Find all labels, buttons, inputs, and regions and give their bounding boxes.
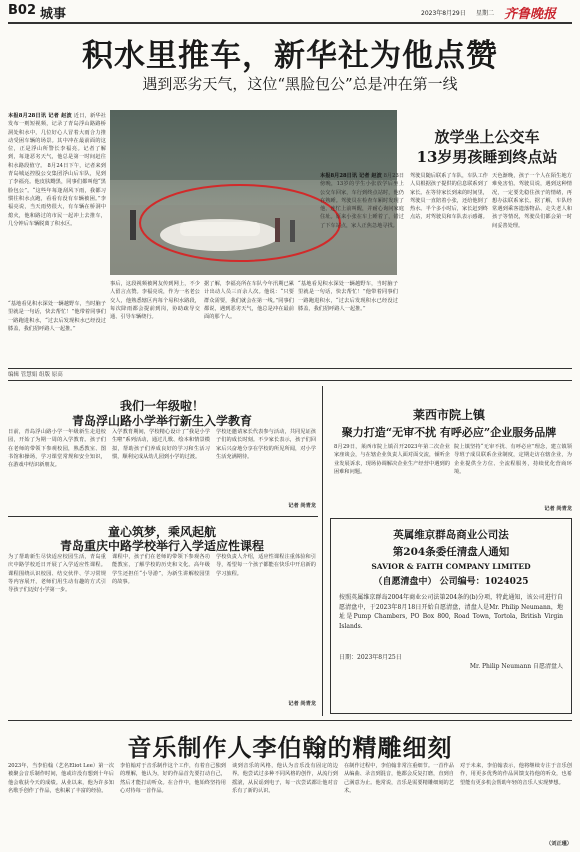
music-rule — [8, 720, 572, 721]
teacher-column-2: 入学教育期间，学校精心设计了“我是小学生啦”系列活动，通过儿歌、绘本和情景模拟，帮助孩子们养成良好的学习和生活习惯，顺利完成从幼儿园到小学的过渡。 — [112, 429, 210, 460]
scene-title-2: 青岛重庆中路学校举行入学适应性课程 — [59, 539, 264, 553]
scene-credit: 记者 尚青龙 — [288, 701, 316, 707]
header-weekday: 星期二 — [476, 10, 495, 17]
notice-subtitle: 第204条委任清盘人通知 — [392, 546, 510, 558]
teacher-credit: 记者 尚青龙 — [288, 503, 316, 509]
notice-body: 按照英属维京群岛2004年商业公司法第204条的(b)分项，特此通知，该公司进行自愿清盘中，于2023年8月18日开始自愿清盘，清盘人是Mr. Philip Neumann，地址是Pump Chambers, PO Box 800, Road Town, Tortola, British Virgin Islands. — [339, 594, 563, 630]
section-name: 城事 — [40, 7, 67, 22]
lead-byline: 本报8月28日讯 记者 赵波 — [8, 113, 72, 119]
editor-line: 编辑 管慧娟 组版 原高 — [8, 372, 63, 378]
music-title: 音乐制作人李伯翰的精雕细刻 — [127, 733, 453, 762]
mid-vrule — [322, 386, 323, 716]
notice-company-en: SAVIOR & FAITH COMPANY LIMITED — [371, 562, 531, 571]
sleep-title-1: 放学坐上公交车 — [434, 128, 540, 146]
brand-logo: 齐鲁晚报 — [504, 7, 557, 22]
sleep-title-2: 13岁男孩睡到终点站 — [416, 148, 558, 166]
sleep-column-3: 天色渐晚，孩子一个人在陌生地方难免害怕。驾驶员说，遇到这种情况，一定要先稳住孩子的情绪，再想办法联系家长。据了解，车队经常遇到乘客遗落物品、走失老人和孩子等情况，驾驶员们都会第一时间妥善处理。 — [492, 173, 572, 229]
scene-column-2: 课程中，孩子们在老师的带领下参观各功能教室，了解学校的历史和文化。高年级学生还担任“小导游”，为新生讲解校园里的故事。 — [112, 554, 210, 585]
scene-title-1: 童心筑梦，乘风起航 — [107, 525, 216, 539]
sleep-column-1-text: 8月23日傍晚，13岁的学生小张放学后坐上公交车回家，车行到终点站时，他仍在熟睡。驾驶员在检查车厢时发现了他，连忙上前叫醒，并耐心询问家庭住址。原来小张在车上睡着了，错过了下车站点，家人正焦急地寻找。 — [320, 173, 404, 229]
notice-title: 英属维京群岛商业公司法 — [393, 529, 509, 541]
teacher-rule — [8, 516, 318, 517]
lead-column-5: 据了解，李福亮所在车队今年汛期已累计出动人员三百余人次。他说：“只要群众需要，我们就会在第一线。”同事们都说，遇到恶劣天气，他总是冲在最前面的那个人。 — [204, 281, 294, 321]
page-code: B02 — [8, 3, 36, 18]
notice-date: 日期：2023年8月25日 — [339, 654, 402, 661]
lead-subtitle: 遇到恶劣天气，这位“黑脸包公”总是冲在第一线 — [142, 75, 458, 93]
lead-column-2-text: 8月24日下午，记者来到青岛城运控股公交集团浮山后车队，见到了李福亮。他皮肤黝黑，同事们都叫他“黑脸包公”。“这些年每逢刮风下雨，我都习惯往积水点跑，看看有没有车辆被困。”李福亮说，当天雨势很大，有车辆在桥洞中熄火，他和路过的市民一起冲上去推车，几分钟后车辆脱离了积水区。 — [8, 162, 106, 227]
music-credit: （刘正瑾） — [546, 841, 572, 847]
community-title-1: 莱西市院上镇 — [412, 408, 485, 422]
sleep-column-2: 驾驶员随后联系了车队，车队工作人员根据孩子提供的信息联系到了家长。在等待家长到来的时间里，驾驶员一直陪着小张，还给他倒了热水。半个多小时后，家长赶到终点站，对驾驶员和车队表示感谢。 — [410, 173, 488, 221]
teacher-title-2: 青岛浮山路小学举行新生入学教育 — [71, 414, 252, 428]
lead-title: 积水里推车，新华社为他点赞 — [82, 38, 498, 74]
community-column-2: 院上镇坚持“无审不扰、有呼必应”理念，建立镇领导班子成员联系企业制度，定期走访在辖企业，为企业提供全方位、全流程服务，持续优化营商环境。 — [454, 444, 572, 475]
scene-column-1: 为了帮助新生尽快适应校园生活，青岛重庆中路学校近日开展了入学适应性课程。课程围绕认识校园、结交伙伴、学习常规等内容展开，老师们用生动有趣的方式引导孩子们迈好小学第一步。 — [8, 554, 106, 594]
lead-column-6-text: “基地看见积水深处一辆越野车，当时脑子里就是一句话，快去帮忙！”他带着同事们一路跑进积水，“过去后发现积水已经没过膝盖，我们招呼路人一起推。” — [298, 281, 398, 312]
mid-rule-2 — [8, 380, 572, 381]
sleep-column-1 — [320, 172, 404, 280]
teacher-title-1: 我们一年级啦！ — [119, 399, 204, 413]
notice-signer: Mr. Philip Neumann 自愿清盘人 — [469, 663, 563, 671]
music-column-3: 谈到音乐的风格，他认为音乐没有固定的边界。他尝试过多种不同风格的创作，从流行到摇滚，从民谣到电子，每一次尝试都让他对音乐有了新的认识。 — [232, 763, 338, 794]
sleep-byline: 本报8月28日讯 记者 赵波 — [320, 173, 382, 179]
teacher-column-3: 学校还邀请家长代表参与活动，共同见证孩子们的成长时刻。不少家长表示，孩子们回家后兴奋地分享在学校的所见所闻，对小学生活充满期待。 — [216, 429, 316, 460]
header-rule — [8, 22, 572, 24]
notice-company-cn: （自愿清盘中） 公司编号：1024025 — [373, 577, 529, 587]
header-date: 2023年8月29日 — [421, 10, 466, 17]
lead-column-3: “基地看见积水深处一辆越野车，当时脑子里就是一句话，快去帮忙！”他带着同事们一路跑进积水，“过去后发现积水已经没过膝盖，我们招呼路人一起推。” — [8, 301, 106, 332]
community-title-2: 聚力打造“无审不扰 有呼必应”企业服务品牌 — [341, 426, 557, 439]
mid-rule-1 — [8, 368, 572, 369]
community-column-1: 8月29日，莱西市院上镇召开2023年第二次企业家座谈会，与在辖企业负责人面对面交流，倾听企业发展诉求，现场协调解决企业生产经营中遇到的困难和问题。 — [334, 444, 450, 475]
music-column-1: 2023年，当李伯翰（艺名Eliot Lee）第一次被聚会音乐制作时间，他或许没有想到十年后他会收获今天的成绩。从业以来，他为许多知名歌手创作了作品，也积累了丰富的经验。 — [8, 763, 114, 794]
lead-column-6 — [298, 280, 398, 360]
lead-column-1 — [8, 112, 106, 300]
lead-column-1-text: 近日，新华社发布一则短视频，记录了青岛浮山路路桥洞处积水中，几位好心人冒着大雨合力推动受困车辆的场景。其中冲在最前面的这位，正是浮山所警长李福亮。记者了解到，每逢恶劣天气，他总是第一时间赶往积水路段值守。 — [8, 113, 106, 169]
music-column-2: 李伯翰对于音乐制作这个工作，有着自己独到的理解，他认为，好的作品首先要打动自己，然后才能打动听众。在合作中，他始终坚持用心对待每一首作品。 — [120, 763, 226, 794]
lead-column-4: 事后，这段视频被网友传到网上，不少人留言点赞。李福亮说，作为一名老公交人，他熟悉辖区内每个易积水路段，每次降雨都会提前到岗，协助疏导交通、引导车辆绕行。 — [110, 281, 200, 321]
community-credit: 记者 尚青龙 — [544, 506, 572, 512]
scene-column-3: 学校负责人介绍，适应性课程注重体验和引导，希望每一个孩子都能在快乐中开启新的学习旅程。 — [216, 554, 316, 577]
music-column-5: 对于未来，李伯翰表示，他将继续专注于音乐创作，用更多优秀的作品回馈支持他的听众，也希望能有更多机会帮助年轻的音乐人实现梦想。 — [460, 763, 572, 786]
notice-box — [330, 518, 572, 714]
music-column-4: 在制作过程中，李伯翰非常注重细节。一首作品从编曲、录音到混音，他都会反复打磨，直到自己满意为止。他常说，音乐是需要精雕细刻的艺术。 — [344, 763, 454, 794]
teacher-column-1: 日前，青岛浮山路小学一年级新生走进校园，开始了为期一周的入学教育。孩子们在老师的带领下参观校园，熟悉教室、图书馆和操场，学习课堂常规和安全知识，在游戏中结识新朋友。 — [8, 429, 106, 469]
